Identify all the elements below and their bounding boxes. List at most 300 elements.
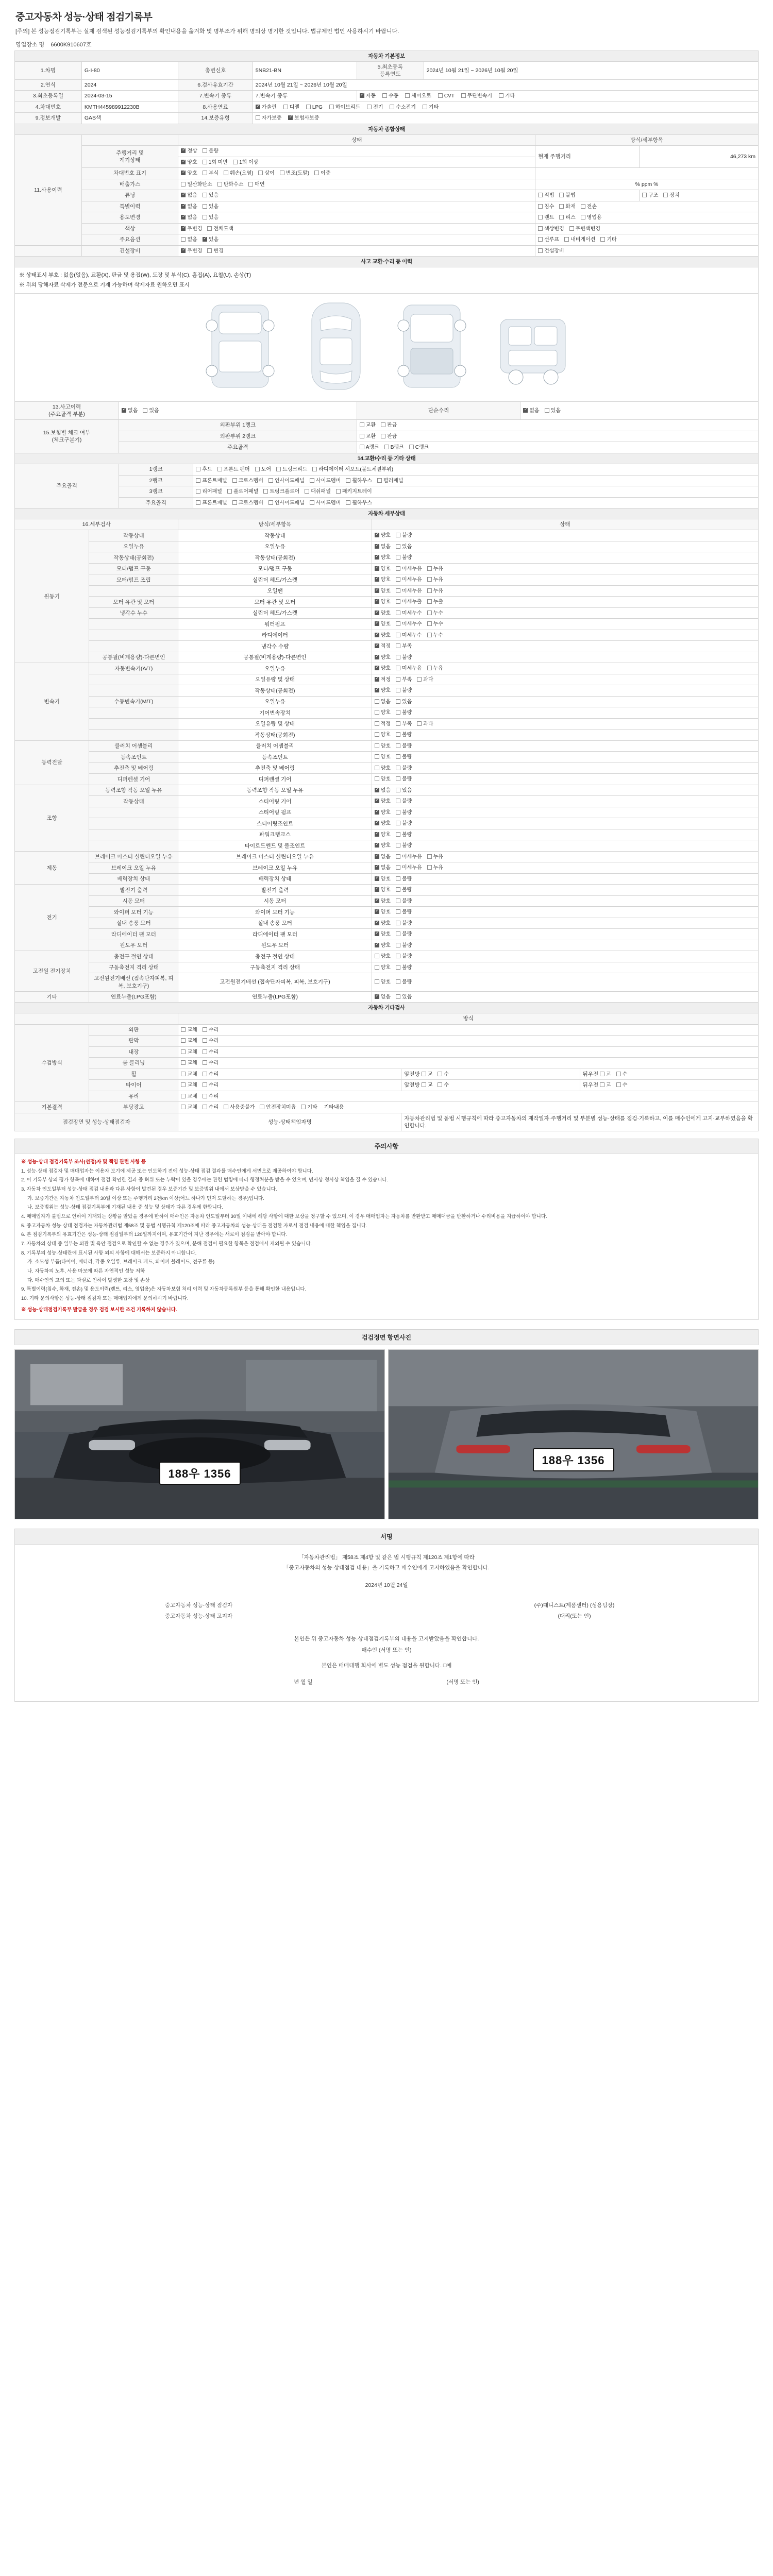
perf-state-2-1[interactable]: 양호 불량 bbox=[372, 752, 758, 763]
accident-section-header bbox=[15, 257, 759, 267]
perf-item-0-7: 실린더 헤드/가스켓 bbox=[178, 607, 372, 619]
perf-item-0-1: 오일누유 bbox=[178, 541, 372, 552]
perf-state-6-1[interactable]: 양호 불량 bbox=[372, 962, 758, 973]
repair-rank1-label: 1랭크 bbox=[119, 464, 193, 476]
company-value: 6600K910607호 bbox=[51, 41, 92, 48]
perf-state-0-9[interactable]: ✓ 양호 미세누수 누수 bbox=[372, 630, 758, 641]
signature-legal-1: 「자동차관리법」 제58조 제4항 및 같은 법 시행규칙 제120조 제1항에 따라 bbox=[298, 1554, 475, 1561]
frame-label: 주요골격 bbox=[119, 442, 357, 453]
vin-mark-state[interactable]: ✓ 양호 부식 훼손(오염) 상이 변조(도말) 이중 bbox=[178, 168, 535, 179]
table-row bbox=[15, 885, 759, 896]
doc-warning-note: [주의] 본 성능점검기록부는 실제 검색된 성능점검기록부의 확인내용을 옮겨화 및 명부조가 위해 명의상 명기한 것입니다. 법규제인 법인 사용하시기 바랍니다. bbox=[15, 28, 399, 35]
equip-sub[interactable]: 건설장비 bbox=[535, 245, 759, 257]
basic-info-title: 자동차 기본정보 bbox=[15, 50, 759, 61]
table-row bbox=[15, 762, 759, 774]
table-row bbox=[15, 401, 759, 419]
perf-sub-label-0-1: 오일누유 bbox=[89, 541, 178, 552]
perf-sub-label-3-5 bbox=[89, 840, 178, 852]
emission-state[interactable]: 일산화탄소 탄화수소 매연 bbox=[178, 179, 535, 190]
perf-item-5-3: 실내 송풍 모터 bbox=[178, 918, 372, 929]
photo-front bbox=[14, 1349, 385, 1519]
perf-item-0-10: 냉각수 수량 bbox=[178, 641, 372, 652]
perf-sub-label-0-10 bbox=[89, 641, 178, 652]
table-row bbox=[15, 929, 759, 940]
perf-item-2-2: 추진축 및 베어링 bbox=[178, 762, 372, 774]
signature-inspector-title: 중고자동차 성능·상태 점검자 bbox=[164, 1602, 232, 1609]
table-row bbox=[15, 707, 759, 719]
perf-sub-label-5-2: 와이퍼 모터 기능 bbox=[89, 907, 178, 918]
perf-state-5-5[interactable]: ✓ 양호 불량 bbox=[372, 940, 758, 951]
perf-col-2: 방식/세부항목 bbox=[178, 519, 372, 530]
notice-line-15: 10. 기타 문의사항은 성능·상태 점검자 또는 매매업자에게 문의하시기 바랍니다. bbox=[21, 1295, 189, 1301]
paint-label: 색상 bbox=[81, 223, 178, 234]
notice-line-6: 4. 매매업자가 불법으로 인하여 기재되는 상황을 알았을 경우에 한하여 매수인은 자동차 인도일부터 30일 이내에 해당 사항에 대한 보상을 청구할 수 있으며, 이 경우 매매업자는 자동차를 반환받고 매매대금을 반환하거나 수리비용을 지급하여야 합니다. bbox=[21, 1213, 547, 1219]
perf-state-3-0[interactable]: ✓ 없음 있음 bbox=[372, 785, 758, 796]
perf-sub-label-1-3: 수동변속기(M/T) bbox=[89, 696, 178, 707]
car-diagram-panel bbox=[14, 294, 759, 402]
perf-group-0: 원동기 bbox=[15, 530, 89, 663]
other-row-label-6: 유리 bbox=[89, 1091, 178, 1102]
model-label: 1.차명 bbox=[15, 61, 82, 79]
table-row bbox=[15, 641, 759, 652]
condition-col-state: 상태 bbox=[178, 134, 535, 145]
perf-sub-label-1-1 bbox=[89, 674, 178, 685]
photos-header: 검검정면 항면사진 bbox=[14, 1329, 759, 1345]
perf-sub-label-1-4 bbox=[89, 707, 178, 719]
table-row bbox=[15, 619, 759, 630]
accident-title: 사고 교환·수리 등 이력 bbox=[15, 257, 759, 267]
perf-state-0-5[interactable]: ✓ 양호 미세누유 누유 bbox=[372, 585, 758, 597]
table-row bbox=[15, 80, 759, 91]
table-row bbox=[15, 464, 759, 476]
special-state[interactable]: ✓ 없음 있음 bbox=[178, 201, 535, 212]
perf-item-6-2: 고전원전기배선 (접속단자피복, 피복, 보호기구) bbox=[178, 973, 372, 991]
condition-title: 자동차 종합상태 bbox=[15, 124, 759, 134]
option-sub[interactable]: 선루프 내비게이션 기타 bbox=[535, 234, 759, 246]
perf-sub-label-0-4: 모터/펌프 조립 bbox=[89, 574, 178, 586]
tuning-state[interactable]: ✓ 없음 있음 bbox=[178, 190, 535, 201]
perf-state-6-0[interactable]: 양호 불량 bbox=[372, 951, 758, 962]
table-row bbox=[15, 1102, 759, 1113]
car-diagram-row bbox=[15, 299, 758, 394]
perf-state-0-7[interactable]: ✓ 양호 미세누수 누수 bbox=[372, 607, 758, 619]
perf-item-5-2: 와이퍼 모터 기능 bbox=[178, 907, 372, 918]
reg-date-label: 5.최초등록 등록연도 bbox=[357, 61, 424, 79]
reg-date-value: 2024년 10월 21일 ~ 2026년 10월 20일 bbox=[424, 61, 758, 79]
condition-col-method: 방식/세부항목 bbox=[535, 134, 759, 145]
buyer-ack-line: 본인은 위 중고자동차 성능·상태점검기록부의 내용을 고지받았음을 확인합니다. bbox=[294, 1636, 479, 1642]
perf-sub-label-3-3 bbox=[89, 818, 178, 829]
perf-sub-label-7-0: 연료누출(LPG포함) bbox=[89, 991, 178, 1003]
table-row bbox=[15, 190, 759, 201]
perf-state-1-1[interactable]: ✓ 적정 부족 과다 bbox=[372, 674, 758, 685]
perf-state-5-2[interactable]: ✓ 양호 불량 bbox=[372, 907, 758, 918]
signature-final bbox=[25, 1633, 748, 1688]
perf-state-3-1[interactable]: ✓ 양호 불량 bbox=[372, 796, 758, 807]
notice-line-13: 다. 매수인의 고의 또는 과실로 인하여 발생한 고장 및 손상 bbox=[27, 1277, 150, 1283]
signature-body bbox=[14, 1545, 759, 1702]
vin-label: 총변신호 bbox=[178, 61, 253, 79]
table-row bbox=[15, 267, 759, 294]
color-label: 9.정보개발 bbox=[15, 113, 82, 124]
perf-item-7-0: 연료누출(LPG포함) bbox=[178, 991, 372, 1003]
special-label: 특별이력 bbox=[81, 201, 178, 212]
special-sub[interactable]: 침수 화재 전손 bbox=[535, 201, 759, 212]
other-col-blank bbox=[15, 1013, 178, 1024]
buyer-date-line: 년 월 일 bbox=[294, 1679, 313, 1686]
perf-state-4-2[interactable]: ✓ 양호 불량 bbox=[372, 873, 758, 885]
perf-item-0-2: 작동상태(공회전) bbox=[178, 552, 372, 564]
perf-state-0-1[interactable]: ✓ 없음 있음 bbox=[372, 541, 758, 552]
rank2-state[interactable]: 교환 판금 bbox=[357, 431, 758, 442]
table-row bbox=[15, 840, 759, 852]
table-row bbox=[15, 234, 759, 246]
table-row bbox=[15, 973, 759, 991]
perf-state-3-3[interactable]: ✓ 양호 불량 bbox=[372, 818, 758, 829]
perf-group-6: 고전원 전기장치 bbox=[15, 951, 89, 991]
equip-state[interactable]: ✓ 무변경 변경 bbox=[178, 245, 535, 257]
perf-item-1-0: 오일누유 bbox=[178, 663, 372, 674]
defect-label: 기본결격 bbox=[15, 1102, 89, 1113]
usage-state[interactable]: ✓ 없음 있음 bbox=[178, 212, 535, 224]
table-row bbox=[15, 223, 759, 234]
perf-group-5: 전기 bbox=[15, 885, 89, 951]
other-inspection-table bbox=[14, 1002, 759, 1131]
perf-state-1-6[interactable]: 양호 불량 bbox=[372, 730, 758, 741]
perf-item-1-4: 기어변속장치 bbox=[178, 707, 372, 719]
perf-sub-label-0-5 bbox=[89, 585, 178, 597]
simple-repair-label: 단순수리 bbox=[357, 401, 520, 419]
table-row bbox=[15, 91, 759, 102]
paint-state[interactable]: ✓ 무변경 전체도색 bbox=[178, 223, 535, 234]
guarantee-label: 14.보증유형 bbox=[178, 113, 253, 124]
table-row bbox=[15, 61, 759, 79]
fuel-label: 8.사용연료 bbox=[178, 101, 253, 113]
year-label: 2.연식 bbox=[15, 80, 82, 91]
perf-sub-label-0-8 bbox=[89, 619, 178, 630]
perf-sub-label-4-0: 브레이크 마스터 실린더오일 누유 bbox=[89, 851, 178, 862]
other-row-label-3: 룸 클리닝 bbox=[89, 1058, 178, 1069]
table-row bbox=[15, 146, 759, 157]
buyer-sign-line: 매수인 (서명 또는 인) bbox=[361, 1647, 412, 1654]
perf-sub-label-3-0: 동력조향 작동 오일 누유 bbox=[89, 785, 178, 796]
notice-line-8: 6. 본 점검기록부의 유효기간은 성능·상태 점검일부터 120일까지이며, 유효기간이 지난 경우에는 새로이 점검을 받아야 합니다. bbox=[21, 1232, 288, 1238]
perf-group-1: 변속기 bbox=[15, 663, 89, 741]
table-row bbox=[15, 630, 759, 641]
photos-row bbox=[14, 1345, 759, 1523]
perf-sub-label-5-5: 윈도우 모터 bbox=[89, 940, 178, 951]
vin-value: 5NB21-BN bbox=[253, 61, 357, 79]
accident-table bbox=[14, 256, 759, 294]
vtype-label: 7.변속기 종류 bbox=[178, 91, 253, 102]
perf-item-3-1: 스티어링 기어 bbox=[178, 796, 372, 807]
perf-state-2-2[interactable]: 양호 불량 bbox=[372, 762, 758, 774]
other-row-state-2[interactable]: 교체 수리 bbox=[178, 1046, 759, 1058]
perf-state-5-1[interactable]: ✓ 양호 불량 bbox=[372, 895, 758, 907]
other-row-extra-5b[interactable]: 뒤우전 교 수 bbox=[580, 1080, 758, 1091]
other-row-state-4[interactable]: 교체 수리 bbox=[178, 1069, 401, 1080]
perf-sub-label-1-0: 자동변속기(A/T) bbox=[89, 663, 178, 674]
option-state[interactable]: 없음 ✓ 있음 bbox=[178, 234, 535, 246]
table-row bbox=[15, 907, 759, 918]
vtype-options[interactable]: ✓ 자동 수동 세미오토 CVT 무단변속기 기타 bbox=[357, 91, 758, 102]
fuel-options[interactable]: ✓ 가솔린 디젤 LPG 하이브리드 전기 수소전기 기타 bbox=[253, 101, 758, 113]
perf-item-0-4: 실린더 헤드/가스켓 bbox=[178, 574, 372, 586]
perf-item-1-6: 작동상태(공회전) bbox=[178, 730, 372, 741]
perf-state-0-10[interactable]: ✓ 적정 부족 bbox=[372, 641, 758, 652]
perf-sub-label-3-4 bbox=[89, 829, 178, 840]
notice-line-14: 9. 특별이력(침수, 화재, 전손) 및 용도이력(렌트, 리스, 영업용)은 자동차보험 처리 이력 및 자동차등록원부 등을 통해 확인한 내용입니다. bbox=[21, 1286, 307, 1293]
perf-state-7-0[interactable]: ✓ 없음 있음 bbox=[372, 991, 758, 1003]
other-row-extra-4a[interactable]: 앞전방 교 수 bbox=[401, 1069, 580, 1080]
defect-sub-label: 부당광고 bbox=[89, 1102, 178, 1113]
accident-history-table bbox=[14, 401, 759, 453]
notice-line-4: 가. 보증기간은 자동차 인도일부터 30일 이상 또는 주행거리 2천km 이상(어느 하나가 먼저 도달하는 경우)입니다. bbox=[27, 1195, 264, 1201]
accident-note-1: ※ 상태표시 부호 : 없음(없음), 교환(X), 판금 및 용접(W), 도장 및 부식(C), 흠집(A), 요철(U), 손상(T) bbox=[19, 272, 251, 279]
table-row bbox=[15, 574, 759, 586]
table-row bbox=[15, 168, 759, 179]
perf-state-1-5[interactable]: 적정 부족 과다 bbox=[372, 718, 758, 730]
perf-item-3-2: 스티어링 펌프 bbox=[178, 807, 372, 818]
color-value: GAS색 bbox=[81, 113, 178, 124]
signature-date: 2024년 10월 24일 bbox=[365, 1582, 408, 1589]
repair-rank2-label: 2랭크 bbox=[119, 475, 193, 486]
usage-sub[interactable]: 렌트 리스 영업용 bbox=[535, 212, 759, 224]
table-row bbox=[15, 113, 759, 124]
perf-sub-label-3-2 bbox=[89, 807, 178, 818]
table-row bbox=[15, 442, 759, 453]
option-label: 주요옵션 bbox=[81, 234, 178, 246]
other-col-state: 방식 bbox=[178, 1013, 759, 1024]
perf-state-4-0[interactable]: ✓ 없음 미세누유 누유 bbox=[372, 851, 758, 862]
repair-rank1-opts[interactable]: 후드 프론트 펜더 도어 트렁크리드 라디에이터 서포트(볼트체결부위) bbox=[193, 464, 759, 476]
signature-seal: (대리(또는 인) bbox=[558, 1613, 591, 1620]
usage-label: 용도변경 bbox=[81, 212, 178, 224]
signature-col-right bbox=[401, 1600, 748, 1622]
perf-state-2-3[interactable]: 양호 불량 bbox=[372, 774, 758, 785]
table-row bbox=[15, 607, 759, 619]
perf-state-0-4[interactable]: ✓ 양호 미세누유 누유 bbox=[372, 574, 758, 586]
repair-title: 14.교환/수리 등 기타 상태 bbox=[15, 453, 759, 464]
other-row-state-5[interactable]: 교체 수리 bbox=[178, 1080, 401, 1091]
other-row-label-1: 판막 bbox=[89, 1036, 178, 1047]
perf-state-5-0[interactable]: ✓ 양호 불량 bbox=[372, 885, 758, 896]
car-front-diagram bbox=[196, 299, 284, 394]
signature-legal-2: 「중고자동차의 성능·상태점검 내용」을 기록하고 매수인에게 고지하였음을 확인합니다. bbox=[283, 1565, 490, 1571]
plate-rear: 188우 1356 bbox=[532, 1448, 614, 1471]
table-row bbox=[15, 563, 759, 574]
perf-state-0-6[interactable]: ✓ 양호 미세누출 누출 bbox=[372, 597, 758, 608]
perf-item-3-0: 동력조향 작동 오일 누유 bbox=[178, 785, 372, 796]
table-row bbox=[15, 674, 759, 685]
other-row-state-6[interactable]: 교체 수리 bbox=[178, 1091, 759, 1102]
perf-sub-label-6-1: 구동축전지 격리 상태 bbox=[89, 962, 178, 973]
perf-state-5-3[interactable]: ✓ 양호 불량 bbox=[372, 918, 758, 929]
table-row bbox=[15, 873, 759, 885]
perf-item-0-3: 모터/펌프 구동 bbox=[178, 563, 372, 574]
inspector-note: 자동차관리법 및 동법 시행규칙에 따라 중고자동차의 제작일자·주행거리 및 부분별 성능·상태를 점검·기록하고, 이를 매수인에게 고지·교부하였음을 확인합니다. bbox=[401, 1113, 759, 1131]
perf-item-0-8: 워터펌프 bbox=[178, 619, 372, 630]
perf-sub-label-0-6: 모터 유관 및 모터 bbox=[89, 597, 178, 608]
other-row-state-0[interactable]: 교체 수리 bbox=[178, 1024, 759, 1036]
tuning-sub1[interactable]: 적법 불법 bbox=[535, 190, 640, 201]
performance-header-row bbox=[15, 519, 759, 530]
basic-info-section-header bbox=[15, 50, 759, 61]
perf-state-3-5[interactable]: ✓ 양호 불량 bbox=[372, 840, 758, 852]
notice-header: 주의사항 bbox=[15, 1139, 758, 1154]
perf-sub-label-5-3: 실내 송풍 모터 bbox=[89, 918, 178, 929]
table-row bbox=[15, 245, 759, 257]
mileage-value: 46,273 km bbox=[640, 146, 759, 168]
accident-history-state[interactable]: ✓없음 있음 bbox=[119, 401, 357, 419]
exterior-rank-label: 15.보험별 체크 여부 (체크구분기) bbox=[15, 420, 119, 453]
perf-state-0-2[interactable]: ✓ 양호 불량 bbox=[372, 552, 758, 564]
perf-sub-label-0-3: 모터/펌프 구동 bbox=[89, 563, 178, 574]
perf-state-1-0[interactable]: ✓ 양호 미세누유 누유 bbox=[372, 663, 758, 674]
condition-header-row bbox=[15, 134, 759, 145]
perf-item-0-6: 모터 유관 및 모터 bbox=[178, 597, 372, 608]
notice-line-3: 3. 자동차 인도일부터 성능·상태 점검 내용과 다른 사항이 발견된 경우 보증기간 및 보증범위 내에서 보상받을 수 있습니다. bbox=[21, 1186, 277, 1192]
rank1-state[interactable]: 교환 판금 bbox=[357, 420, 758, 431]
perf-sub-label-6-0: 충전구 절연 상태 bbox=[89, 951, 178, 962]
perf-sub-label-4-2: 배력장치 상태 bbox=[89, 873, 178, 885]
perf-state-2-0[interactable]: 양호 불량 bbox=[372, 740, 758, 752]
performance-section-header bbox=[15, 509, 759, 519]
perf-item-1-2: 작동상태(공회전) bbox=[178, 685, 372, 697]
paint-sub[interactable]: 색상변경 무변색변경 bbox=[535, 223, 759, 234]
accident-notes bbox=[15, 267, 759, 294]
repair-detail-table bbox=[14, 453, 759, 509]
perf-item-5-5: 윈도우 모터 bbox=[178, 940, 372, 951]
table-row bbox=[15, 862, 759, 874]
table-row bbox=[15, 179, 759, 190]
other-row-state-1[interactable]: 교체 수리 bbox=[178, 1036, 759, 1047]
plate-front: 188우 1356 bbox=[159, 1462, 240, 1485]
frame-state[interactable]: A랭크 B랭크 C랭크 bbox=[357, 442, 758, 453]
perf-item-5-4: 라디에이터 팬 모터 bbox=[178, 929, 372, 940]
tuning-sub2[interactable]: 구조 장치 bbox=[640, 190, 759, 201]
table-row bbox=[15, 1036, 759, 1047]
table-row bbox=[15, 663, 759, 674]
perf-sub-label-5-4: 라디에이터 팬 모터 bbox=[89, 929, 178, 940]
table-row bbox=[15, 1091, 759, 1102]
company-label: 영업장소 명 bbox=[15, 41, 45, 48]
perf-item-0-5: 오일팬 bbox=[178, 585, 372, 597]
table-row bbox=[15, 818, 759, 829]
table-row bbox=[15, 552, 759, 564]
table-row bbox=[15, 1024, 759, 1036]
mileage-state2[interactable]: ✓양호 1회 미만 1회 이상 bbox=[178, 157, 535, 168]
table-row bbox=[15, 101, 759, 113]
chassis-value: KMTH445989912230B bbox=[81, 101, 178, 113]
other-row-extra-4b[interactable]: 뒤우전 교 수 bbox=[580, 1069, 758, 1080]
signature-columns bbox=[25, 1600, 748, 1622]
table-row bbox=[15, 685, 759, 697]
perf-sub-label-0-9 bbox=[89, 630, 178, 641]
perf-item-3-4: 파워크랭크스 bbox=[178, 829, 372, 840]
table-row bbox=[15, 431, 759, 442]
defect-opts[interactable]: 교체 수리 사용중불가 안전장치미흡 기타 기타내용 bbox=[178, 1102, 759, 1113]
repair-rank4-label: 주요골격 bbox=[119, 497, 193, 509]
other-row-extra-5a[interactable]: 앞전방 교 수 bbox=[401, 1080, 580, 1091]
guarantee-options[interactable]: 자가보증 ✓ 보험사보증 bbox=[253, 113, 758, 124]
notice-body bbox=[15, 1154, 758, 1319]
rank1-label: 외판부위 1랭크 bbox=[119, 420, 357, 431]
perf-item-2-1: 등속조인트 bbox=[178, 752, 372, 763]
perf-state-1-2[interactable]: ✓ 양호 불량 bbox=[372, 685, 758, 697]
table-row bbox=[15, 530, 759, 541]
repair-rank3-opts[interactable]: 리어패널 플로어패널 트렁크플로어 대쉬패널 패키지트레이 bbox=[193, 486, 759, 498]
perf-state-5-4[interactable]: ✓ 양호 불량 bbox=[372, 929, 758, 940]
perf-group-7: 기타 bbox=[15, 991, 89, 1003]
table-row bbox=[15, 212, 759, 224]
perf-item-1-1: 오일유량 및 상태 bbox=[178, 674, 372, 685]
perf-sub-label-1-5 bbox=[89, 718, 178, 730]
condition-section-header bbox=[15, 124, 759, 134]
perf-item-0-9: 라디에이터 bbox=[178, 630, 372, 641]
perf-state-1-3[interactable]: 없음 있음 bbox=[372, 696, 758, 707]
simple-repair-state[interactable]: ✓ 없음 있음 bbox=[520, 401, 759, 419]
table-row bbox=[15, 951, 759, 962]
table-row bbox=[15, 796, 759, 807]
signature-company: (주)때니스트(제품센터) (성용팀장) bbox=[534, 1602, 615, 1609]
car-top-diagram bbox=[297, 299, 375, 394]
reg-label: 3.최초등록일 bbox=[15, 91, 82, 102]
car-side-diagram bbox=[489, 299, 577, 394]
perf-state-4-1[interactable]: ✓ 없음 미세누유 누유 bbox=[372, 862, 758, 874]
perf-state-0-8[interactable]: ✓ 양호 미세누수 누수 bbox=[372, 619, 758, 630]
table-row bbox=[15, 718, 759, 730]
table-row bbox=[15, 201, 759, 212]
table-row bbox=[15, 851, 759, 862]
perf-group-2: 동력전달 bbox=[15, 740, 89, 785]
table-row bbox=[15, 807, 759, 818]
inspect-label: 6.검사유효기간 bbox=[178, 80, 253, 91]
notice-line-0: ※ 성능·상태 점검기록부 조사(선정)자 및 책임 관련 사항 등 bbox=[21, 1159, 146, 1165]
table-row bbox=[15, 1046, 759, 1058]
perf-state-0-0[interactable]: ✓ 양호 불량 bbox=[372, 530, 758, 541]
mileage-state[interactable]: ✓정상 불량 bbox=[178, 146, 535, 157]
perf-item-4-2: 배력장치 상태 bbox=[178, 873, 372, 885]
perf-state-3-2[interactable]: ✓ 양호 불량 bbox=[372, 807, 758, 818]
perf-state-0-3[interactable]: ✓ 양호 미세누유 누유 bbox=[372, 563, 758, 574]
perf-state-1-4[interactable]: 양호 불량 bbox=[372, 707, 758, 719]
performance-title: 자동차 세부상태 bbox=[15, 509, 759, 519]
equip-group-label bbox=[15, 245, 82, 257]
perf-state-3-4[interactable]: ✓ 양호 불량 bbox=[372, 829, 758, 840]
perf-sub-label-0-7: 냉각수 누수 bbox=[89, 607, 178, 619]
buyer-request-line[interactable]: 본인은 매매대행 회사에 별도 성능 점검을 원합니다. □예 bbox=[321, 1663, 452, 1669]
perf-item-5-0: 발전기 출력 bbox=[178, 885, 372, 896]
repair-rank2-opts[interactable]: 프론트패널 크로스멤버 인사이드패널 사이드멤버 휠하우스 필러패널 bbox=[193, 475, 759, 486]
perf-item-0-11: 공통필(비계용량)-다른변인 bbox=[178, 652, 372, 663]
perf-sub-label-5-0: 발전기 출력 bbox=[89, 885, 178, 896]
table-row bbox=[15, 475, 759, 486]
perf-sub-label-4-1: 브레이크 오일 누유 bbox=[89, 862, 178, 874]
perf-state-0-11[interactable]: ✓ 양호 불량 bbox=[372, 652, 758, 663]
condition-table bbox=[14, 124, 759, 257]
notice-line-7: 5. 중고자동차 성능·상태 점검자는 자동차관리법 제58조 및 동법 시행규칙 제120조에 따라 중고자동차의 성능·상태를 점검한 자로서 점검 내용에 대한 책임을 집니다. bbox=[21, 1223, 367, 1229]
table-row bbox=[15, 420, 759, 431]
performance-body bbox=[15, 530, 759, 1003]
repair-rank4-opts[interactable]: 프론트패널 크로스멤버 인사이드패널 사이드멤버 휠하우스 bbox=[193, 497, 759, 509]
notice-line-1: 1. 성능·상태 점검자 및 매매업자는 이용자 보기에 제공 또는 인도하기 전에 성능·상태 점검 결과를 매수인에게 서면으로 제공하여야 합니다. bbox=[21, 1168, 313, 1174]
perf-state-6-2[interactable]: 양호 불량 bbox=[372, 973, 758, 991]
other-row-state-3[interactable]: 교체 수리 bbox=[178, 1058, 759, 1069]
perf-sub-label-0-2: 작동상태(공회전) bbox=[89, 552, 178, 564]
other-row-label-4: 휠 bbox=[89, 1069, 178, 1080]
other-header-row bbox=[15, 1013, 759, 1024]
